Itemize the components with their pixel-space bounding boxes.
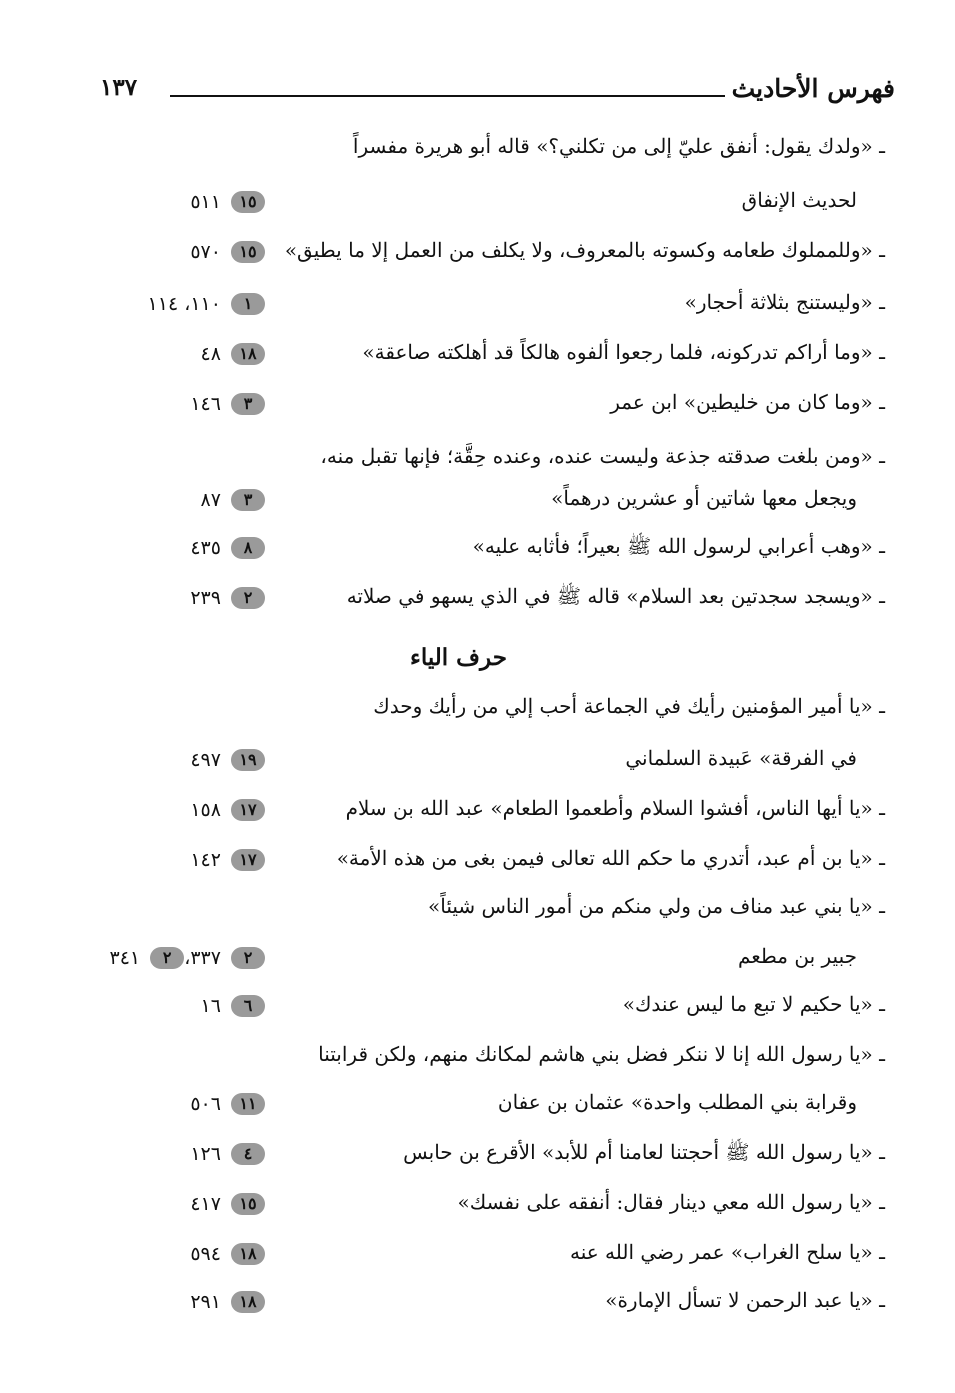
page-numbers: ١٤٢ xyxy=(190,849,227,871)
index-entry-line xyxy=(80,128,885,172)
section-heading: حرف الياء xyxy=(410,644,507,671)
reference xyxy=(80,994,265,1017)
volume-badge: ١٨ xyxy=(231,1291,265,1313)
hadith-text: لحديث الإنفاق xyxy=(741,188,857,212)
reference xyxy=(80,748,265,771)
page-numbers: ٤٣٥ xyxy=(190,537,227,559)
page-numbers: ٣٣٧، xyxy=(184,947,227,969)
index-entry-line xyxy=(80,986,885,1030)
page-numbers: ٨٧ xyxy=(200,489,227,511)
hadith-text: ـ «وللمملوك طعامه وكسوته بالمعروف، ولا يكلف من العمل إلا ما يطيق» xyxy=(284,238,885,262)
hadith-text: ـ «وما أراكم تدركونه، فلما رجعوا ألفوه هالكاً قد أهلكته صاعقة» xyxy=(362,340,885,364)
page-numbers: ٥١١ xyxy=(190,191,227,213)
index-entry-line xyxy=(80,888,885,932)
hadith-text: ـ «يا رسول الله ﷺ أحجتنا لعامنا أم للأبد» الأقرع بن حابس xyxy=(403,1140,885,1164)
volume-badge: ١ xyxy=(231,293,265,315)
index-entry-line xyxy=(80,1084,885,1128)
volume-badge: ١٥ xyxy=(231,241,265,263)
page-numbers: ١١٠، ١١٤ xyxy=(147,293,227,315)
index-entry-line xyxy=(80,1282,885,1326)
index-entry-line xyxy=(80,740,885,784)
volume-badge: ١٥ xyxy=(231,191,265,213)
hadith-text: ـ «وما كان من خليطين» ابن عمر xyxy=(610,390,885,414)
reference xyxy=(80,798,265,821)
hadith-text: ـ «يا بن أم عبد، أتدري ما حكم الله تعالى فيمن بغى من هذه الأمة» xyxy=(336,846,885,870)
reference xyxy=(80,1192,265,1215)
reference xyxy=(80,240,265,263)
hadith-text: جبير بن مطعم xyxy=(737,944,857,968)
volume-badge: ١٧ xyxy=(231,799,265,821)
hadith-text: ـ «يا أيها الناس، أفشوا السلام وأطعموا الطعام» عبد الله بن سلام xyxy=(345,796,885,820)
index-entry-line xyxy=(80,384,885,428)
reference xyxy=(80,292,265,315)
page-numbers: ٣٤١ xyxy=(109,947,147,969)
hadith-text: ـ «ويسجد سجدتين بعد السلام» قاله ﷺ في الذي يسهو في صلاته xyxy=(346,584,885,608)
index-entry-line xyxy=(80,1036,885,1080)
page-numbers: ٢٣٩ xyxy=(190,587,227,609)
page-numbers: ١٦ xyxy=(200,995,227,1017)
hadith-text: ـ «يا عبد الرحمن لا تسأل الإمارة» xyxy=(605,1288,885,1312)
hadith-text: ـ «يا رسول الله إنا لا ننكر فضل بني هاشم لمكانك منهم، ولكن قرابتنا xyxy=(318,1042,885,1066)
volume-badge: ٤ xyxy=(231,1143,265,1165)
volume-badge: ١٧ xyxy=(231,849,265,871)
volume-badge: ١١ xyxy=(231,1093,265,1115)
index-entry-line xyxy=(80,840,885,884)
page-numbers: ٤٩٧ xyxy=(190,749,227,771)
header-rule xyxy=(170,95,725,97)
page-numbers: ٤١٧ xyxy=(190,1193,227,1215)
hadith-text: ـ «وليستنج بثلاثة أحجار» xyxy=(684,290,885,314)
reference xyxy=(80,1290,265,1313)
hadith-text: ـ «ولدك يقول: أنفق عليّ إلى من تكلني؟» قاله أبو هريرة مفسراً xyxy=(352,134,885,158)
page-numbers: ٢٩١ xyxy=(190,1291,227,1313)
reference xyxy=(80,190,265,213)
hadith-text: في الفرقة» عَبيدة السلماني xyxy=(625,746,857,770)
volume-badge: ١٩ xyxy=(231,749,265,771)
index-entry-line xyxy=(80,528,885,572)
page-numbers: ١٤٦ xyxy=(190,393,227,415)
page-numbers: ٥٧٠ xyxy=(190,241,227,263)
reference xyxy=(80,848,265,871)
reference xyxy=(80,586,265,609)
reference xyxy=(80,1242,265,1265)
page-numbers: ٥٩٤ xyxy=(190,1243,227,1265)
hadith-text: ـ «يا بني عبد مناف من ولي منكم من أمور الناس شيئاً» xyxy=(427,894,885,918)
page-header xyxy=(100,68,895,108)
volume-badge: ٢ xyxy=(231,587,265,609)
page-numbers: ١٥٨ xyxy=(190,799,227,821)
index-entry-line xyxy=(80,232,885,276)
volume-badge: ٣ xyxy=(231,393,265,415)
page-numbers: ١٢٦ xyxy=(190,1143,227,1165)
page-numbers: ٥٠٦ xyxy=(190,1093,227,1115)
index-entry-line xyxy=(80,334,885,378)
volume-badge: ٨ xyxy=(231,537,265,559)
volume-badge: ٦ xyxy=(231,995,265,1017)
index-entry-line xyxy=(80,1134,885,1178)
hadith-text: ـ «يا حكيم لا تبع ما ليس عندك» xyxy=(622,992,885,1016)
volume-badge: ١٥ xyxy=(231,1193,265,1215)
hadith-text: ـ «يا سلح الغراب» عمر رضي الله عنه xyxy=(569,1240,885,1264)
hadith-text: ـ «ومن بلغت صدقته جذعة وليست عنده، وعنده حِقَّة؛ فإنها تقبل منه، xyxy=(320,444,885,468)
index-entry-line xyxy=(80,182,885,226)
index-entry-line xyxy=(80,688,885,732)
volume-badge: ١٨ xyxy=(231,343,265,365)
hadith-text: ـ «يا رسول الله معي دينار فقال: أنفقه على نفسك» xyxy=(457,1190,885,1214)
hadith-text: ـ «يا أمير المؤمنين رأيك في الجماعة أحب إلي من رأيك وحدك xyxy=(373,694,885,718)
volume-badge: ١٨ xyxy=(231,1243,265,1265)
page-number: ١٣٧ xyxy=(100,74,138,101)
hadith-text: وقرابة بني المطلب واحدة» عثمان بن عفان xyxy=(497,1090,857,1114)
reference xyxy=(80,536,265,559)
hadith-text: ويجعل معها شاتين أو عشرين درهماً» xyxy=(551,486,857,510)
page-title: فهرس الأحاديث xyxy=(731,74,895,103)
index-entry-line xyxy=(80,284,885,328)
index-entry-line xyxy=(80,438,885,482)
volume-badge: ٣ xyxy=(231,489,265,511)
index-entry-line xyxy=(80,480,885,524)
index-entry-line xyxy=(80,578,885,622)
reference xyxy=(80,1142,265,1165)
index-entry-line xyxy=(80,938,885,982)
reference xyxy=(80,342,265,365)
reference xyxy=(80,392,265,415)
index-entry-line xyxy=(80,1234,885,1278)
index-entry-line xyxy=(80,790,885,834)
reference xyxy=(80,1092,265,1115)
hadith-text: ـ «وهب أعرابي لرسول الله ﷺ بعيراً؛ فأثابه عليه» xyxy=(472,534,885,558)
reference xyxy=(80,488,265,511)
volume-badge: ٢ xyxy=(231,947,265,969)
volume-badge: ٢ xyxy=(150,947,184,969)
index-entry-line xyxy=(80,1184,885,1228)
reference xyxy=(80,946,265,969)
page-numbers: ٤٨ xyxy=(200,343,227,365)
